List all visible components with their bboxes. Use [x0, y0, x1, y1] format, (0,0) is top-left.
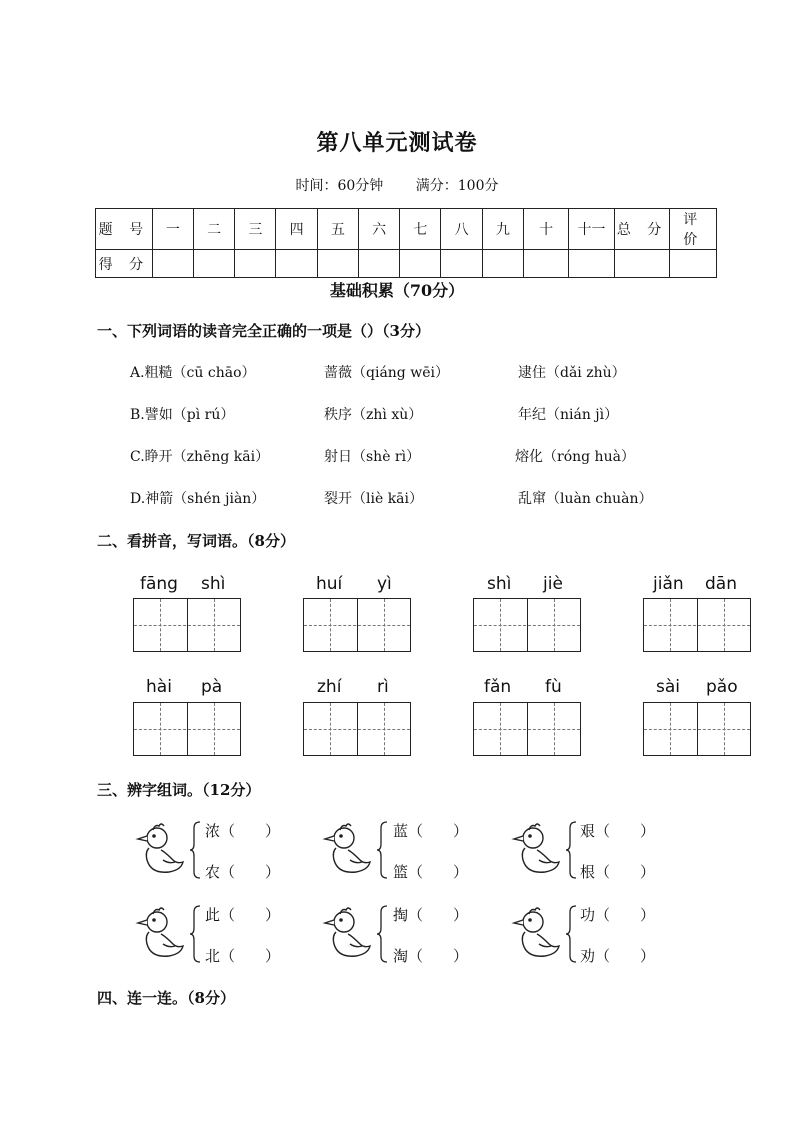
char: 掏 — [393, 906, 409, 924]
score-input-cell[interactable] — [614, 250, 670, 278]
writing-grid[interactable] — [473, 598, 581, 652]
answer-paren[interactable]: （ ） — [595, 822, 656, 840]
score-input-cell[interactable] — [441, 250, 482, 278]
duck-icon — [133, 906, 185, 962]
duck-icon — [509, 822, 561, 878]
score-table-cell: 七 — [400, 209, 441, 250]
score-input-cell[interactable] — [235, 250, 276, 278]
q1-word: 裂开（liè kāi） — [324, 491, 423, 507]
score-table-cell: 题 号 — [96, 209, 153, 250]
duck-icon — [320, 822, 372, 878]
brace-icon — [565, 821, 577, 879]
writing-grid[interactable] — [643, 702, 751, 756]
char: 功 — [580, 906, 596, 924]
char-pair-bottom — [205, 861, 280, 882]
score-table — [95, 208, 717, 278]
q1-word: 秩序（zhì xù） — [324, 407, 423, 423]
char-pair-bottom — [393, 861, 468, 882]
q1-word: 熔化（róng huà） — [515, 449, 635, 465]
answer-paren[interactable]: （ ） — [408, 863, 469, 881]
score-table-cell: 五 — [317, 209, 358, 250]
brace-icon — [376, 905, 388, 963]
score-table-cell: 六 — [358, 209, 399, 250]
char-pair-top — [205, 820, 280, 841]
brace-icon — [565, 905, 577, 963]
time-limit: 时间：60分钟 — [295, 178, 384, 194]
score-table-cell: 十 — [523, 209, 568, 250]
score-input-cell[interactable] — [358, 250, 399, 278]
score-table-cell: 三 — [235, 209, 276, 250]
q1-word: 年纪（nián jì） — [518, 407, 619, 423]
pinyin: shì — [201, 574, 226, 594]
char: 蓝 — [393, 822, 409, 840]
score-table-cell: 评 价 — [670, 209, 717, 250]
pinyin: yì — [377, 574, 392, 594]
full-score: 满分：100分 — [415, 178, 499, 194]
pinyin: hài — [146, 677, 172, 697]
duck-icon — [133, 822, 185, 878]
char: 根 — [580, 863, 596, 881]
question-4-title: 四、连一连。（8分） — [97, 989, 235, 1007]
answer-paren[interactable]: （ ） — [595, 906, 656, 924]
char-pair-top — [205, 904, 280, 925]
score-input-cell[interactable] — [276, 250, 317, 278]
answer-paren[interactable]: （ ） — [408, 906, 469, 924]
q1-word: 蔷薇（qiáng wēi） — [324, 365, 449, 381]
question-2-title: 二、看拼音，写词语。（8分） — [97, 532, 295, 550]
q1-word: 射日（shè rì） — [324, 449, 421, 465]
answer-paren[interactable]: （ ） — [408, 822, 469, 840]
writing-grid[interactable] — [303, 702, 411, 756]
duck-icon — [320, 906, 372, 962]
score-table-cell: 八 — [441, 209, 482, 250]
pinyin: huí — [316, 574, 343, 594]
writing-grid[interactable] — [133, 598, 241, 652]
answer-paren[interactable]: （ ） — [220, 947, 281, 965]
char-pair-top — [393, 820, 468, 841]
q1-word: 逮住（dǎi zhù） — [518, 365, 626, 381]
answer-paren[interactable]: （ ） — [595, 947, 656, 965]
answer-paren[interactable]: （ ） — [220, 863, 281, 881]
duck-icon — [509, 906, 561, 962]
answer-paren[interactable]: （ ） — [408, 947, 469, 965]
score-input-cell[interactable] — [317, 250, 358, 278]
pinyin: fāng — [140, 574, 178, 594]
q1-option: A.粗糙（cū chāo） — [130, 365, 256, 381]
writing-grid[interactable] — [303, 598, 411, 652]
score-table-cell: 二 — [193, 209, 234, 250]
brace-icon — [189, 905, 201, 963]
score-table-cell: 十一 — [569, 209, 614, 250]
score-input-cell[interactable] — [193, 250, 234, 278]
score-table-header-row — [96, 209, 717, 250]
char-pair-bottom — [580, 861, 655, 882]
pinyin: fù — [545, 677, 562, 697]
score-input-cell[interactable] — [569, 250, 614, 278]
char: 北 — [205, 947, 221, 965]
pinyin: jiǎn — [653, 574, 684, 594]
pinyin: zhí — [317, 677, 342, 697]
char: 农 — [205, 863, 221, 881]
char-pair-top — [393, 904, 468, 925]
answer-paren[interactable]: （ ） — [220, 906, 281, 924]
pinyin: sài — [656, 677, 680, 697]
pinyin: jiè — [543, 574, 563, 594]
char-pair-bottom — [580, 945, 655, 966]
writing-grid[interactable] — [643, 598, 751, 652]
char: 此 — [205, 906, 221, 924]
pinyin: rì — [377, 677, 389, 697]
char-pair-top — [580, 904, 655, 925]
q1-option: D.神箭（shén jiàn） — [130, 491, 266, 507]
pinyin: pà — [201, 677, 223, 697]
question-3-title: 三、辨字组词。（12分） — [97, 781, 261, 799]
q1-word: 乱窜（luàn chuàn） — [518, 491, 653, 507]
score-input-cell[interactable] — [670, 250, 717, 278]
q1-option: B.譬如（pì rú） — [130, 407, 235, 423]
pinyin: shì — [487, 574, 512, 594]
answer-paren[interactable]: （ ） — [595, 863, 656, 881]
score-table-cell: 总 分 — [614, 209, 670, 250]
brace-icon — [376, 821, 388, 879]
score-input-cell[interactable] — [400, 250, 441, 278]
section-title: 基础积累（70分） — [329, 281, 465, 300]
score-table-cell: 四 — [276, 209, 317, 250]
exam-info — [0, 175, 794, 195]
pinyin: dān — [705, 574, 737, 594]
char: 艰 — [580, 822, 596, 840]
brace-icon — [189, 821, 201, 879]
page-title: 第八单元测试卷 — [316, 130, 478, 156]
q1-option: C.睁开（zhēng kāi） — [130, 449, 270, 465]
char-pair-top — [580, 820, 655, 841]
score-input-cell[interactable] — [152, 250, 193, 278]
score-table-cell: 一 — [152, 209, 193, 250]
char-pair-bottom — [393, 945, 468, 966]
score-input-cell[interactable] — [482, 250, 523, 278]
pinyin: fǎn — [484, 677, 512, 697]
score-table-cell: 得 分 — [96, 250, 153, 278]
score-table-cell: 九 — [482, 209, 523, 250]
char-pair-bottom — [205, 945, 280, 966]
char: 篮 — [393, 863, 409, 881]
question-1-title: 一、下列词语的读音完全正确的一项是（）（3分） — [97, 322, 430, 340]
answer-paren[interactable]: （ ） — [220, 822, 281, 840]
char: 劝 — [580, 947, 596, 965]
char: 浓 — [205, 822, 221, 840]
score-table-score-row — [96, 250, 717, 278]
writing-grid[interactable] — [133, 702, 241, 756]
writing-grid[interactable] — [473, 702, 581, 756]
char: 淘 — [393, 947, 409, 965]
score-input-cell[interactable] — [523, 250, 568, 278]
pinyin: pǎo — [706, 677, 738, 697]
